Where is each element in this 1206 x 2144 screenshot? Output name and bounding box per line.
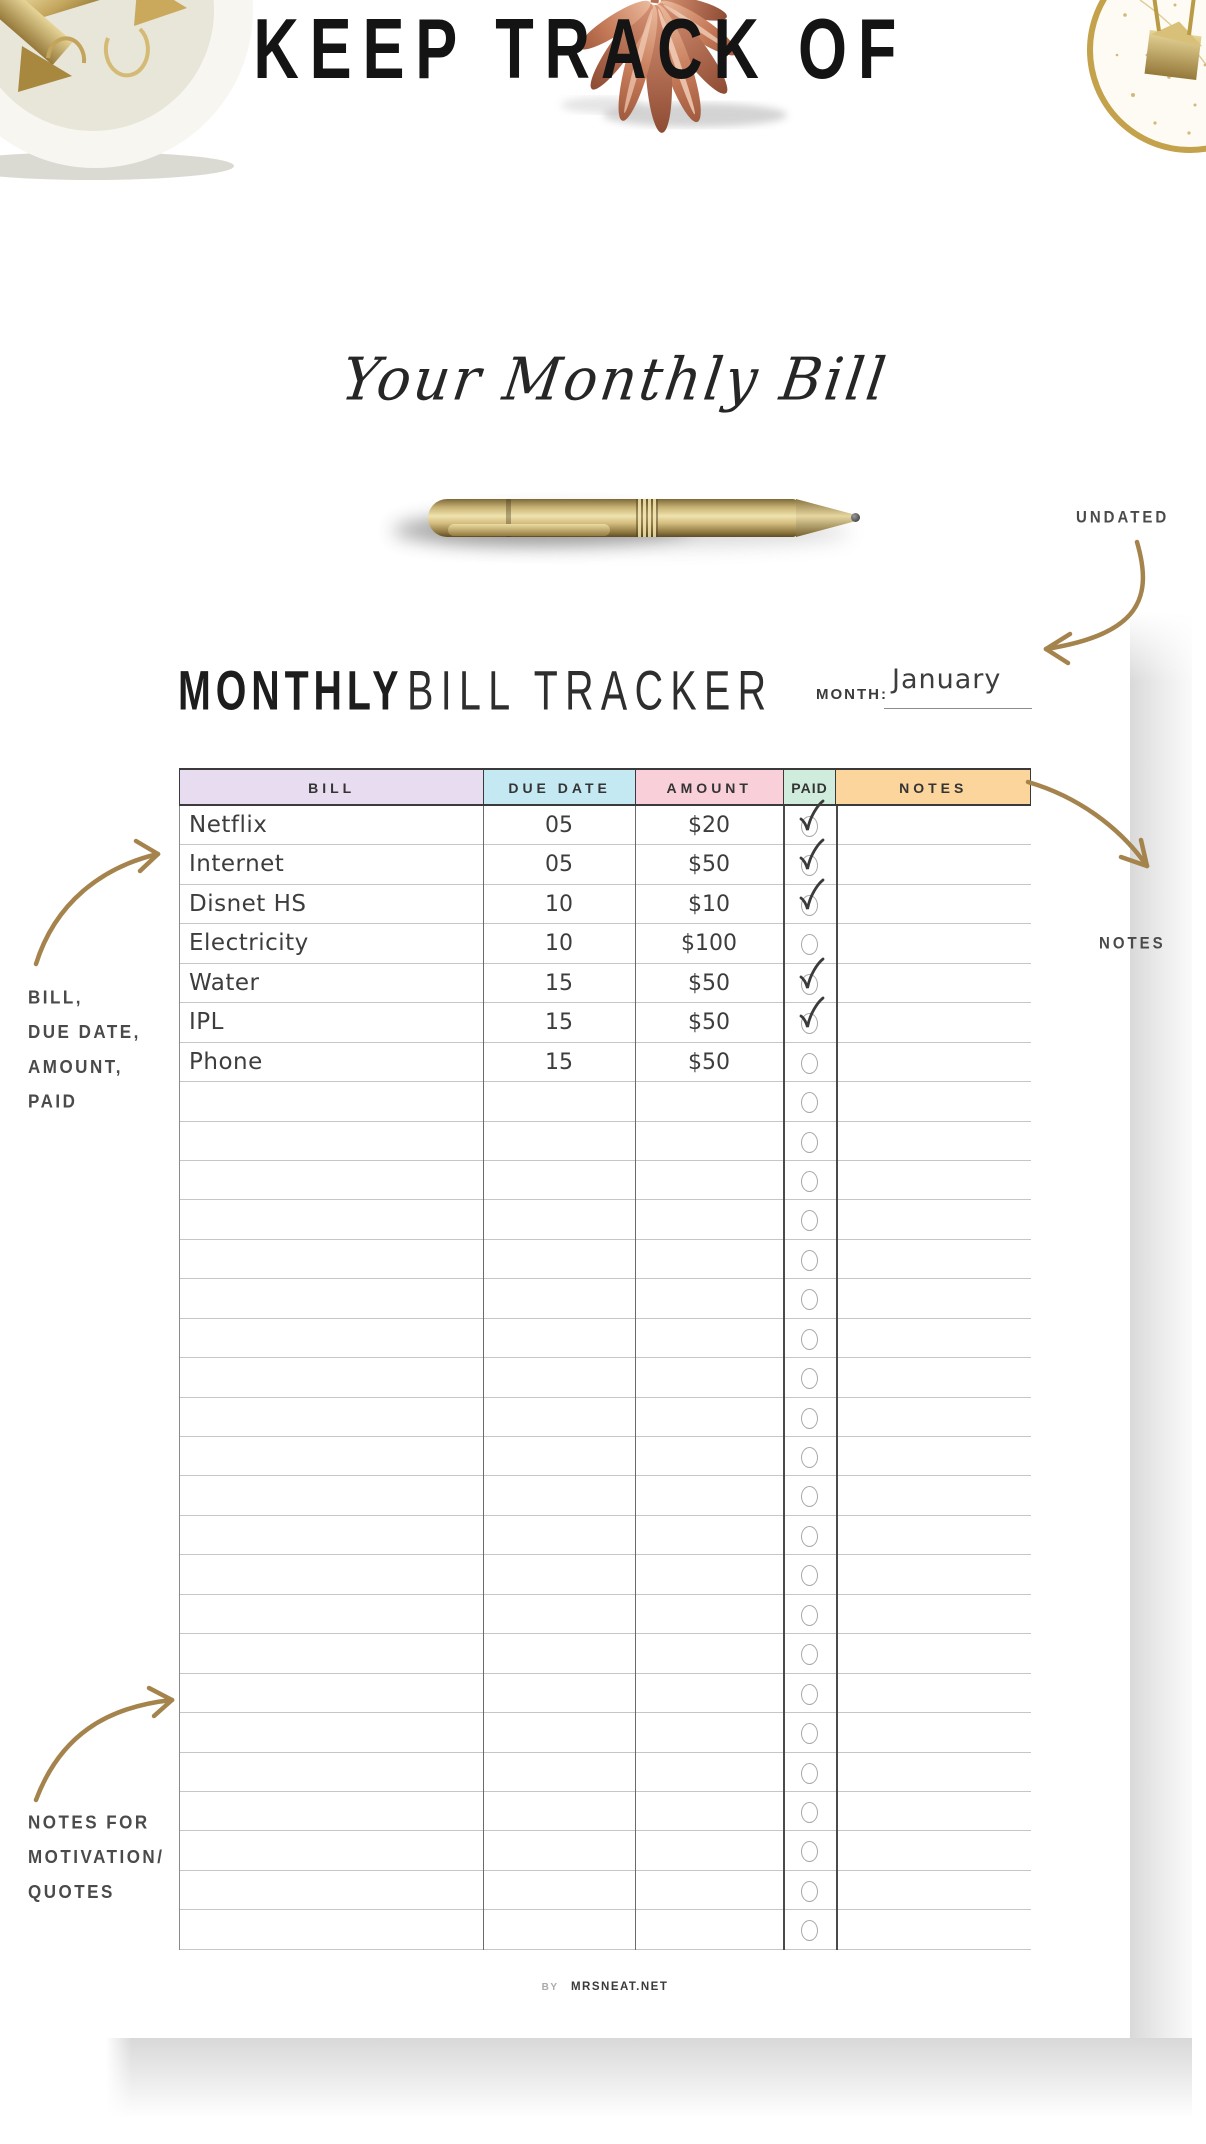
due-date-cell: [483, 1200, 635, 1238]
hero-title: KEEP TRACK OF: [253, 1, 907, 97]
bill-cell: [179, 1082, 483, 1120]
paid-circle: [801, 1368, 818, 1389]
table-row: [179, 1358, 1031, 1397]
paid-cell: [783, 1082, 836, 1120]
notes-cell: [836, 1161, 1031, 1199]
amount-cell: $50: [688, 1010, 730, 1036]
paid-cell: [783, 1358, 836, 1396]
footer-by-label: BY: [541, 1982, 559, 1993]
bill-cell: [179, 1358, 483, 1396]
paid-circle: [801, 1644, 818, 1665]
paid-cell: [783, 1516, 836, 1554]
due-date-cell: [483, 1713, 635, 1751]
due-date-cell: [483, 1437, 635, 1475]
notes-cell: [836, 1398, 1031, 1436]
paid-cell: [783, 1753, 836, 1791]
amount-cell: [635, 1279, 783, 1317]
amount-cell: [635, 1082, 783, 1120]
notes-cell: [836, 1831, 1031, 1869]
paid-circle: [801, 1408, 818, 1429]
arrow-to-month-field-icon: [1046, 542, 1143, 663]
due-date-cell: [483, 1634, 635, 1672]
header-cell-amount: AMOUNT: [635, 770, 783, 804]
table-row: [179, 1200, 1031, 1239]
amount-cell: [635, 1595, 783, 1633]
bill-cell: [179, 1713, 483, 1751]
bill-cell: [179, 1319, 483, 1357]
notes-cell: [836, 1240, 1031, 1278]
bill-cell: [179, 1910, 483, 1948]
notes-cell: [836, 1279, 1031, 1317]
bill-cell: [179, 1634, 483, 1672]
bill-cell: [179, 1595, 483, 1633]
amount-cell: $50: [688, 1049, 730, 1075]
notes-cell: [836, 806, 1031, 844]
header-cell-notes: NOTES: [835, 770, 1030, 804]
table-header-row: [179, 768, 1031, 806]
table-row: [179, 806, 1031, 845]
bill-cell: [179, 1398, 483, 1436]
due-date-cell: 15: [545, 1049, 573, 1075]
paid-circle: [801, 1526, 818, 1547]
page-title-bold: MONTHLY: [178, 661, 404, 723]
paid-circle: [801, 1447, 818, 1468]
paid-circle: [801, 1210, 818, 1231]
pen-ballpoint: [851, 513, 860, 522]
due-date-cell: [483, 1871, 635, 1909]
amount-cell: [635, 1713, 783, 1751]
paid-cell: [783, 1279, 836, 1317]
paid-circle: [801, 1486, 818, 1507]
table-row: [179, 1831, 1031, 1870]
paper-shadow-bottom: [106, 2038, 1192, 2118]
table-row: [179, 1595, 1031, 1634]
amount-cell: [635, 1555, 783, 1593]
notes-cell: [836, 1358, 1031, 1396]
motivation-callout: NOTES FOR MOTIVATION/ QUOTES: [28, 1812, 165, 1903]
due-date-cell: [483, 1240, 635, 1278]
due-date-cell: [483, 1595, 635, 1633]
notes-cell: [836, 1516, 1031, 1554]
bill-cell: [179, 1674, 483, 1712]
checkmark-icon: [797, 957, 825, 993]
arrow-to-empty-rows-icon: [36, 1688, 172, 1800]
table-row: [179, 1319, 1031, 1358]
notes-cell: [836, 1792, 1031, 1830]
bill-cell: [179, 1753, 483, 1791]
paid-cell: [783, 1476, 836, 1514]
amount-cell: [635, 1831, 783, 1869]
notes-cell: [836, 1753, 1031, 1791]
checkmark-icon: [797, 878, 825, 914]
paid-circle: [801, 934, 818, 955]
due-date-cell: [483, 1358, 635, 1396]
due-date-cell: [483, 1082, 635, 1120]
amount-cell: [635, 1516, 783, 1554]
bill-cell: [179, 1161, 483, 1199]
page-title-light: BILL TRACKER: [407, 661, 774, 723]
paid-circle: [801, 1920, 818, 1941]
paid-circle: [801, 1881, 818, 1902]
paid-circle: [801, 1763, 818, 1784]
due-date-cell: [483, 1674, 635, 1712]
amount-cell: [635, 1871, 783, 1909]
bill-cell: [179, 1240, 483, 1278]
paid-cell: [783, 1634, 836, 1672]
paid-cell: [783, 1240, 836, 1278]
notes-cell: [836, 1871, 1031, 1909]
amount-cell: [635, 1319, 783, 1357]
notes-cell: [836, 1082, 1031, 1120]
table-row: [179, 1910, 1031, 1949]
paid-cell: [783, 1831, 836, 1869]
bill-cell: Internet: [189, 851, 285, 878]
paid-cell: [783, 1713, 836, 1751]
hero-subtitle-script: Your Monthly Bill: [337, 346, 893, 415]
paid-cell: [783, 1319, 836, 1357]
bill-tracker-table: [179, 768, 1031, 1950]
notes-cell: [836, 1437, 1031, 1475]
bill-cell: [179, 1516, 483, 1554]
pen-clip: [448, 524, 610, 536]
due-date-cell: [483, 1831, 635, 1869]
amount-cell: [635, 1437, 783, 1475]
table-row: [179, 1161, 1031, 1200]
checkmark-icon: [797, 838, 825, 874]
amount-cell: $100: [681, 931, 737, 957]
bill-cell: [179, 1831, 483, 1869]
paid-circle: [801, 1250, 818, 1271]
table-row: [179, 1634, 1031, 1673]
table-row: [179, 1003, 1031, 1042]
month-field-underline: [884, 708, 1032, 709]
amount-cell: [635, 1753, 783, 1791]
due-date-cell: 10: [545, 931, 573, 957]
table-row: [179, 885, 1031, 924]
paid-circle: [801, 1329, 818, 1350]
amount-cell: $20: [688, 813, 730, 838]
table-row: [179, 1476, 1031, 1515]
paid-circle: [801, 1132, 818, 1153]
month-field-value: January: [892, 664, 1002, 695]
bill-cell: [179, 1279, 483, 1317]
bill-cell: Water: [189, 969, 260, 996]
page-title: [178, 660, 773, 723]
due-date-cell: 05: [545, 813, 573, 838]
paid-cell: [783, 1792, 836, 1830]
paid-circle: [801, 1053, 818, 1074]
table-row: [179, 1240, 1031, 1279]
table-row: [179, 1122, 1031, 1161]
paper-shadow-right: [1130, 612, 1192, 2040]
notes-cell: [836, 1003, 1031, 1041]
undated-callout: UNDATED: [1076, 508, 1170, 527]
amount-cell: [635, 1398, 783, 1436]
amount-cell: [635, 1674, 783, 1712]
table-row: [179, 1082, 1031, 1121]
due-date-cell: [483, 1279, 635, 1317]
bill-cell: Disnet HS: [189, 890, 307, 917]
bill-cell: [179, 1476, 483, 1514]
notes-cell: [836, 1122, 1031, 1160]
table-row: [179, 1555, 1031, 1594]
header-cell-paid: PAID: [783, 770, 836, 804]
table-row: [179, 1674, 1031, 1713]
column-separator-line: [483, 806, 484, 1950]
checkmark-icon: [797, 996, 825, 1032]
due-date-cell: [483, 1161, 635, 1199]
paid-cell: [783, 885, 836, 923]
bill-cell: Phone: [189, 1048, 263, 1075]
notes-cell: [836, 1476, 1031, 1514]
paid-cell: [783, 1595, 836, 1633]
month-label: MONTH:: [816, 686, 888, 703]
bill-cell: [179, 1555, 483, 1593]
notes-cell: [836, 1713, 1031, 1751]
due-date-cell: 10: [545, 891, 573, 917]
table-row: [179, 1279, 1031, 1318]
paid-circle: [801, 1684, 818, 1705]
paid-cell: [783, 1043, 836, 1081]
due-date-cell: [483, 1319, 635, 1357]
paid-circle: [801, 1092, 818, 1113]
amount-cell: [635, 1476, 783, 1514]
bill-cell: [179, 1200, 483, 1238]
due-date-cell: [483, 1753, 635, 1791]
column-separator-line: [635, 806, 636, 1950]
due-date-cell: [483, 1910, 635, 1948]
notes-cell: [836, 1555, 1031, 1593]
notes-cell: [836, 1674, 1031, 1712]
bill-cell: Netflix: [189, 812, 268, 838]
table-row: [179, 1398, 1031, 1437]
amount-cell: $50: [688, 852, 730, 878]
paid-circle: [801, 1605, 818, 1626]
paid-circle: [801, 1723, 818, 1744]
notes-cell: [836, 1200, 1031, 1238]
amount-cell: $10: [688, 891, 730, 917]
table-row: [179, 1713, 1031, 1752]
bill-cell: [179, 1871, 483, 1909]
paid-cell: [783, 1161, 836, 1199]
due-date-cell: [483, 1398, 635, 1436]
bill-cell: [179, 1437, 483, 1475]
paid-cell: [783, 1437, 836, 1475]
paid-cell: [783, 1871, 836, 1909]
due-date-cell: [483, 1516, 635, 1554]
bill-cell: Electricity: [189, 930, 309, 957]
footer: [179, 1977, 1031, 1995]
notes-callout: NOTES: [1099, 934, 1166, 953]
table-row: [179, 924, 1031, 963]
paid-circle: [801, 1289, 818, 1310]
paid-cell: [783, 1200, 836, 1238]
amount-cell: [635, 1358, 783, 1396]
paid-circle: [801, 1171, 818, 1192]
paid-cell: [783, 1555, 836, 1593]
amount-cell: [635, 1792, 783, 1830]
paid-circle: [801, 1841, 818, 1862]
arrow-to-bill-rows-icon: [36, 841, 158, 964]
pen-mid-band: [636, 499, 658, 537]
columns-callout: BILL, DUE DATE, AMOUNT, PAID: [28, 987, 141, 1112]
amount-cell: [635, 1200, 783, 1238]
notes-cell: [836, 964, 1031, 1002]
notes-cell: [836, 1910, 1031, 1948]
column-separator-line: [836, 806, 838, 1950]
due-date-cell: 15: [545, 970, 573, 996]
table-row: [179, 1043, 1031, 1082]
paid-cell: [783, 1122, 836, 1160]
amount-cell: [635, 1240, 783, 1278]
due-date-cell: [483, 1555, 635, 1593]
notes-cell: [836, 845, 1031, 883]
bill-cell: IPL: [189, 1009, 224, 1036]
checkmark-icon: [797, 799, 825, 835]
notes-cell: [836, 885, 1031, 923]
due-date-cell: 15: [545, 1010, 573, 1036]
footer-site-name: MRSNEAT.NET: [570, 1981, 669, 1993]
due-date-cell: [483, 1476, 635, 1514]
column-separator-line: [179, 806, 180, 1950]
notes-cell: [836, 1595, 1031, 1633]
bill-cell: [179, 1122, 483, 1160]
notes-cell: [836, 1043, 1031, 1081]
amount-cell: [635, 1634, 783, 1672]
paid-cell: [783, 1910, 836, 1948]
table-row: [179, 964, 1031, 1003]
header-cell-bill: BILL: [180, 770, 483, 804]
bill-table-body: [179, 806, 1031, 1950]
due-date-cell: 05: [545, 852, 573, 878]
paid-cell: [783, 1398, 836, 1436]
table-row: [179, 1753, 1031, 1792]
amount-cell: [635, 1122, 783, 1160]
paid-cell: [783, 1003, 836, 1041]
due-date-cell: [483, 1122, 635, 1160]
paid-circle: [801, 1565, 818, 1586]
paid-cell: [783, 1674, 836, 1712]
notes-cell: [836, 1319, 1031, 1357]
amount-cell: $50: [688, 970, 730, 996]
amount-cell: [635, 1910, 783, 1948]
table-row: [179, 1516, 1031, 1555]
table-row: [179, 845, 1031, 884]
table-row: [179, 1437, 1031, 1476]
paid-circle: [801, 1802, 818, 1823]
amount-cell: [635, 1161, 783, 1199]
header-cell-due: DUE DATE: [483, 770, 635, 804]
bill-cell: [179, 1792, 483, 1830]
notes-cell: [836, 924, 1031, 962]
column-separator-line: [783, 806, 785, 1950]
table-row: [179, 1792, 1031, 1831]
due-date-cell: [483, 1792, 635, 1830]
table-row: [179, 1871, 1031, 1910]
notes-cell: [836, 1634, 1031, 1672]
